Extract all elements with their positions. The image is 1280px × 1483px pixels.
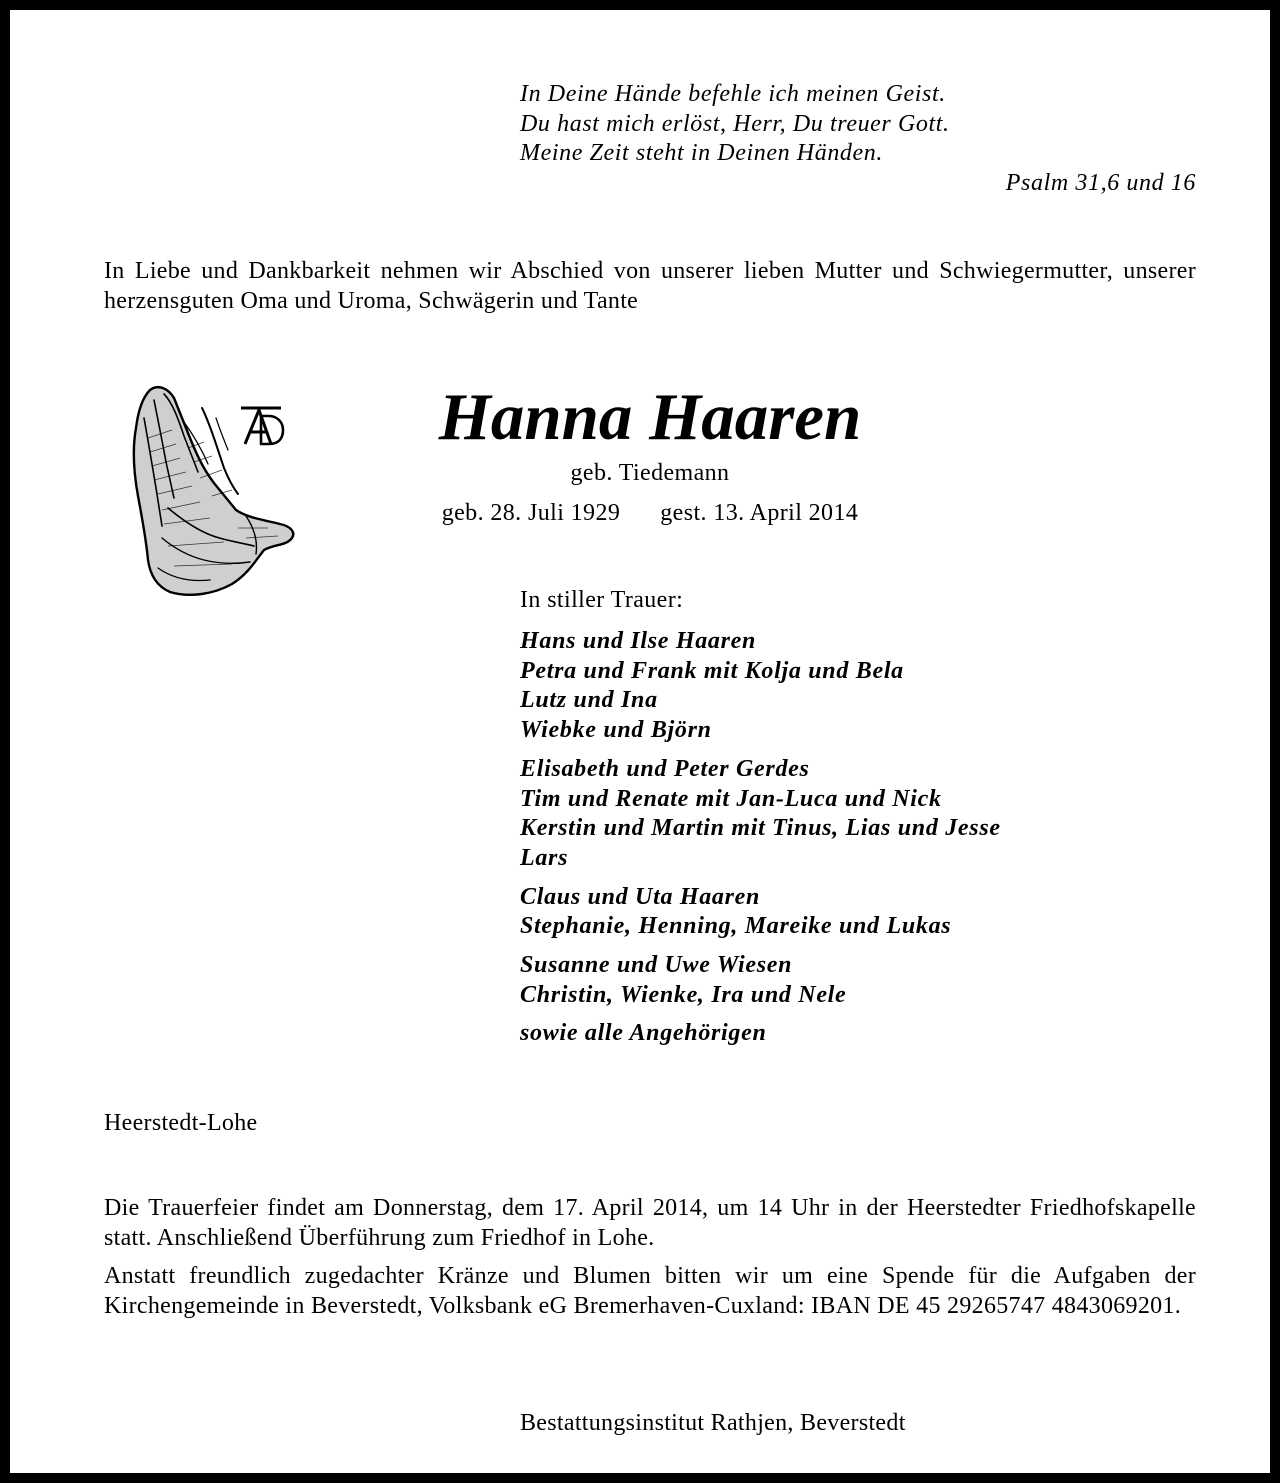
funeral-info: Die Trauerfeier findet am Donnerstag, dem 17. April 2014, um 14 Uhr in der Heerstedter Friedhofskapelle statt. Anschließend Überführung zum Friedhof in Lohe. — [104, 1195, 1196, 1251]
mourner-list — [520, 627, 1200, 1058]
birth-date: geb. 28. Juli 1929 — [441, 500, 621, 526]
mourner-line: Kerstin und Martin mit Tinus, Lias und Jesse — [520, 815, 1001, 842]
undertaker-name: Bestattungsinstitut Rathjen, Beverstedt — [520, 1410, 906, 1436]
mourner-line: Tim und Renate mit Jan-Luca und Nick — [520, 785, 942, 812]
mourner-group — [520, 883, 1200, 942]
mourner-line: Wiebke und Björn — [520, 717, 712, 744]
donation-info: Anstatt freundlich zugedachter Kränze und Blumen bitten wir um eine Spende für die Aufgaben der Kirchengemeinde in Beverstedt, Volksbank eG Bremerhaven-Cuxland: IBAN DE 45 29265747 4843069201. — [104, 1263, 1196, 1319]
quote-source: Psalm 31,6 und 16 — [1005, 169, 1196, 196]
mourner-line: Susanne und Uwe Wiesen — [520, 952, 793, 979]
mourner-line: Hans und Ilse Haaren — [520, 628, 757, 654]
mourner-group — [520, 951, 1200, 1010]
mourning-label: In stiller Trauer: — [520, 587, 684, 613]
mourner-line: Petra und Frank mit Kolja und Bela — [520, 657, 904, 684]
quote-line: Meine Zeit steht in Deinen Händen. — [520, 140, 883, 166]
mourner-line: Lutz und Ina — [520, 687, 658, 714]
mourner-line: Claus und Uta Haaren — [520, 883, 761, 910]
bible-quote — [520, 80, 1196, 198]
quote-line: In Deine Hände befehle ich meinen Geist. — [520, 81, 946, 107]
mourner-line: Elisabeth und Peter Gerdes — [520, 755, 810, 782]
mourner-group — [520, 1019, 1200, 1049]
intro-text: In Liebe und Dankbarkeit nehmen wir Abschied von unserer lieben Mutter und Schwiegermutter, unserer herzensguten Oma und Uroma, Schwägerin und Tante — [104, 258, 1196, 314]
place-name: Heerstedt-Lohe — [104, 1110, 258, 1136]
durer-monogram-icon — [235, 402, 287, 450]
mourner-line: sowie alle Angehörigen — [520, 1020, 767, 1047]
mourner-line: Stephanie, Henning, Mareike und Lukas — [520, 913, 952, 940]
mourner-line: Christin, Wienke, Ira und Nele — [520, 981, 847, 1008]
quote-line: Du hast mich erlöst, Herr, Du treuer Gott. — [520, 110, 950, 137]
deceased-name: Hanna Haaren — [438, 380, 862, 454]
mourner-line: Lars — [520, 844, 569, 871]
mourner-group — [520, 755, 1200, 874]
life-dates — [310, 498, 990, 528]
maiden-name: geb. Tiedemann — [570, 460, 730, 486]
mourner-group — [520, 627, 1200, 746]
death-date: gest. 13. April 2014 — [660, 500, 859, 526]
